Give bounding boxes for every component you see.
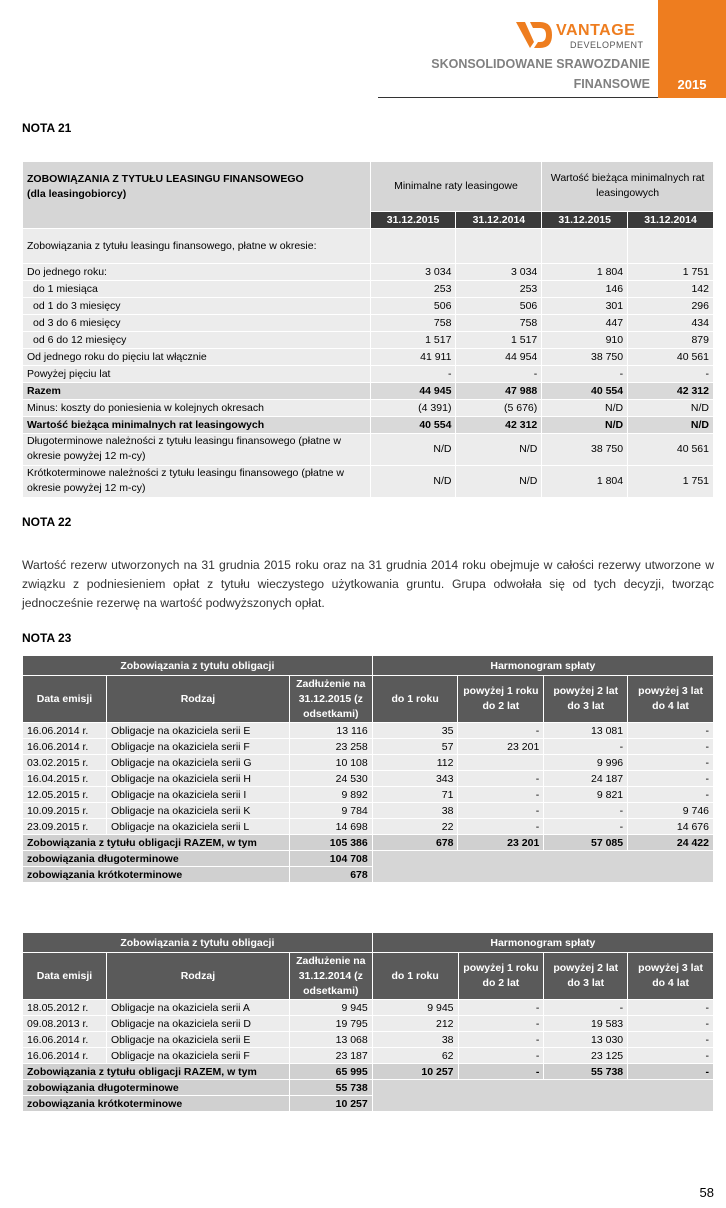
table-row	[23, 739, 714, 755]
total-label: Zobowiązania z tytułu obligacji RAZEM, w tym	[23, 1064, 290, 1080]
table-cell: 9 996	[544, 755, 628, 771]
leasing-group-min: Minimalne raty leasingowe	[370, 162, 542, 212]
table-cell: 13 030	[544, 1032, 628, 1048]
table-cell: 9 945	[372, 1000, 458, 1016]
table-cell: -	[542, 365, 628, 382]
table-cell: 23.09.2015 r.	[23, 819, 107, 835]
col-header: Data emisji	[23, 676, 107, 723]
table-cell: 22	[372, 819, 458, 835]
report-year: 2015	[677, 77, 707, 92]
table-cell: N/D	[456, 465, 542, 497]
table-row	[23, 723, 714, 739]
nota-22-heading: NOTA 22	[22, 515, 72, 529]
table-cell: 24 530	[289, 771, 372, 787]
table-row	[23, 365, 714, 382]
table-row	[23, 1048, 714, 1064]
table-row	[23, 1016, 714, 1032]
table-cell	[456, 228, 542, 263]
table-row	[23, 819, 714, 835]
table-cell: Obligacje na okaziciela serii A	[106, 1000, 289, 1016]
table-cell: 13 081	[544, 723, 628, 739]
table-cell: 3 034	[370, 263, 456, 280]
table-cell: 447	[542, 314, 628, 331]
table-cell: Obligacje na okaziciela serii K	[106, 803, 289, 819]
table-cell: 57 085	[544, 835, 628, 851]
row-label: Minus: koszty do poniesienia w kolejnych okresach	[23, 399, 371, 416]
leasing-date-col: 31.12.2014	[628, 211, 714, 228]
table-cell: 105 386	[289, 835, 372, 851]
bonds-table-2014	[22, 932, 714, 1112]
table-cell: 16.04.2015 r.	[23, 771, 107, 787]
table-cell: -	[544, 803, 628, 819]
table-cell: 44 945	[370, 382, 456, 399]
table-cell: 42 312	[628, 382, 714, 399]
table-cell: -	[544, 819, 628, 835]
logo-brand: VANTAGE	[556, 22, 636, 39]
table-cell: 23 258	[289, 739, 372, 755]
table-row-total	[23, 416, 714, 433]
table-cell: 1 517	[370, 331, 456, 348]
table-cell: 23 201	[458, 835, 544, 851]
table-cell: -	[458, 723, 544, 739]
table-cell: 42 312	[456, 416, 542, 433]
table-row	[23, 1032, 714, 1048]
table-cell: 18.05.2012 r.	[23, 1000, 107, 1016]
table-row	[23, 803, 714, 819]
table-row	[23, 314, 714, 331]
table-cell: 1 804	[542, 465, 628, 497]
table-cell: 47 988	[456, 382, 542, 399]
row-label: Powyżej pięciu lat	[23, 365, 371, 382]
table-cell: Obligacje na okaziciela serii F	[106, 739, 289, 755]
table-cell: Obligacje na okaziciela serii E	[106, 723, 289, 739]
table-row	[23, 1000, 714, 1016]
leasing-date-col: 31.12.2015	[542, 211, 628, 228]
bonds-head-left: Zobowiązania z tytułu obligacji	[23, 933, 373, 953]
empty-area	[372, 1080, 713, 1112]
table-row	[23, 433, 714, 465]
table-cell: Obligacje na okaziciela serii I	[106, 787, 289, 803]
table-cell: Obligacje na okaziciela serii G	[106, 755, 289, 771]
table-cell: (5 676)	[456, 399, 542, 416]
nota-22-paragraph: Wartość rezerw utworzonych na 31 grudnia 2015 roku oraz na 31 grudnia 2014 roku obejmuje w całości rezerwy utworzone w związku z podniesieniem opłat z tytułu wieczystego użytkowania gruntu. Grupa odwołała się od tych decyzji, tworząc jednocześnie rezerwę na wartość podwyższonych opłat.	[22, 558, 714, 610]
table-cell: 301	[542, 297, 628, 314]
table-cell: -	[628, 1048, 714, 1064]
table-cell: N/D	[542, 399, 628, 416]
year-box	[658, 0, 726, 98]
table-cell: 10.09.2015 r.	[23, 803, 107, 819]
table-cell: 40 561	[628, 348, 714, 365]
table-cell: -	[628, 739, 714, 755]
table-cell: 65 995	[289, 1064, 372, 1080]
table-cell: 16.06.2014 r.	[23, 739, 107, 755]
table-cell	[370, 228, 456, 263]
logo-mark-icon	[516, 20, 556, 50]
bonds-head-left: Zobowiązania z tytułu obligacji	[23, 656, 373, 676]
table-cell: 23 187	[289, 1048, 372, 1064]
col-header: Zadłużenie na 31.12.2014 (z odsetkami)	[289, 953, 372, 1000]
table-row-long-term	[23, 851, 714, 867]
col-header: Data emisji	[23, 953, 107, 1000]
leasing-title-spacer	[23, 211, 371, 228]
row-label: Krótkoterminowe należności z tytułu leasingu finansowego (płatne w okresie powyżej 12 m-cy)	[23, 465, 371, 497]
table-cell: N/D	[628, 399, 714, 416]
report-title-line1: SKONSOLIDOWANE SRAWOZDANIE	[431, 57, 650, 71]
table-row	[23, 263, 714, 280]
table-cell: 16.06.2014 r.	[23, 1032, 107, 1048]
table-cell: 758	[456, 314, 542, 331]
table-cell: -	[458, 1064, 544, 1080]
table-cell: -	[628, 787, 714, 803]
table-cell: Obligacje na okaziciela serii F	[106, 1048, 289, 1064]
table-cell: 343	[372, 771, 458, 787]
table-row-total	[23, 835, 714, 851]
table-cell: -	[544, 739, 628, 755]
col-header: powyżej 1 roku do 2 lat	[458, 676, 544, 723]
table-cell: -	[458, 787, 544, 803]
table-cell: -	[628, 1016, 714, 1032]
table-cell: 9 945	[289, 1000, 372, 1016]
col-header: do 1 roku	[372, 953, 458, 1000]
table-cell: 146	[542, 280, 628, 297]
col-header: powyżej 2 lat do 3 lat	[544, 676, 628, 723]
table-cell: 506	[370, 297, 456, 314]
bonds-head-right: Harmonogram spłaty	[372, 933, 713, 953]
table-cell: N/D	[542, 416, 628, 433]
nota-23-heading: NOTA 23	[22, 631, 72, 645]
leasing-date-col: 31.12.2015	[370, 211, 456, 228]
table-cell: 35	[372, 723, 458, 739]
table-cell: 38	[372, 1032, 458, 1048]
table-cell: -	[628, 755, 714, 771]
table-cell: 14 676	[628, 819, 714, 835]
row-label: Długoterminowe należności z tytułu leasingu finansowego (płatne w okresie powyżej 12 m-cy)	[23, 433, 371, 465]
col-header: powyżej 1 roku do 2 lat	[458, 953, 544, 1000]
table-cell: -	[544, 1000, 628, 1016]
table-cell: 10 108	[289, 755, 372, 771]
table-cell: 38 750	[542, 348, 628, 365]
table-cell: 212	[372, 1016, 458, 1032]
table-cell: 13 116	[289, 723, 372, 739]
row-label: Razem	[23, 382, 371, 399]
table-row	[23, 399, 714, 416]
table-cell: 03.02.2015 r.	[23, 755, 107, 771]
table-row	[23, 348, 714, 365]
table-row	[23, 755, 714, 771]
col-header: Rodzaj	[106, 676, 289, 723]
col-header: powyżej 2 lat do 3 lat	[544, 953, 628, 1000]
table-cell: 16.06.2014 r.	[23, 1048, 107, 1064]
table-cell: 104 708	[289, 851, 372, 867]
table-cell: 678	[372, 835, 458, 851]
table-cell: -	[456, 365, 542, 382]
page-number: 58	[699, 1185, 714, 1200]
table-cell: -	[458, 771, 544, 787]
table-cell: 879	[628, 331, 714, 348]
row-label: Do jednego roku:	[23, 263, 371, 280]
table-cell: -	[628, 1032, 714, 1048]
table-cell: 40 554	[370, 416, 456, 433]
table-cell: -	[628, 1000, 714, 1016]
table-cell: 09.08.2013 r.	[23, 1016, 107, 1032]
row-label: Wartość bieżąca minimalnych rat leasingowych	[23, 416, 371, 433]
total-label: Zobowiązania z tytułu obligacji RAZEM, w tym	[23, 835, 290, 851]
table-cell: 9 821	[544, 787, 628, 803]
table-cell: N/D	[370, 465, 456, 497]
table-cell: Obligacje na okaziciela serii E	[106, 1032, 289, 1048]
table-cell: 71	[372, 787, 458, 803]
table-row	[23, 297, 714, 314]
table-cell: 296	[628, 297, 714, 314]
table-cell: 10 257	[289, 1096, 372, 1112]
table-cell: N/D	[628, 416, 714, 433]
table-cell: 57	[372, 739, 458, 755]
table-cell: 24 422	[628, 835, 714, 851]
table-cell: 19 583	[544, 1016, 628, 1032]
table-cell: 13 068	[289, 1032, 372, 1048]
leasing-group-pv: Wartość bieżąca minimalnych rat leasingowych	[542, 162, 714, 212]
table-cell: -	[628, 771, 714, 787]
row-label: od 6 do 12 miesięcy	[23, 331, 371, 348]
table-cell: -	[458, 1000, 544, 1016]
leasing-table-title	[23, 162, 371, 212]
table-cell: 9 746	[628, 803, 714, 819]
table-cell: (4 391)	[370, 399, 456, 416]
table-row	[23, 465, 714, 497]
table-cell: 142	[628, 280, 714, 297]
table-cell: 16.06.2014 r.	[23, 723, 107, 739]
table-cell: 758	[370, 314, 456, 331]
header-divider	[378, 97, 658, 98]
col-header: do 1 roku	[372, 676, 458, 723]
row-label: od 3 do 6 miesięcy	[23, 314, 371, 331]
leasing-title-line1: ZOBOWIĄZANIA Z TYTUŁU LEASINGU FINANSOWEGO	[27, 172, 304, 185]
table-cell: 55 738	[544, 1064, 628, 1080]
table-cell: -	[458, 819, 544, 835]
table-cell: 38	[372, 803, 458, 819]
table-cell: 40 554	[542, 382, 628, 399]
table-row	[23, 787, 714, 803]
table-cell	[542, 228, 628, 263]
table-cell: 1 751	[628, 465, 714, 497]
table-cell: -	[628, 723, 714, 739]
table-cell: 14 698	[289, 819, 372, 835]
table-cell: 253	[370, 280, 456, 297]
table-cell: -	[458, 1048, 544, 1064]
empty-area	[372, 851, 713, 883]
table-cell: 55 738	[289, 1080, 372, 1096]
table-cell: Obligacje na okaziciela serii L	[106, 819, 289, 835]
col-header: powyżej 3 lat do 4 lat	[628, 953, 714, 1000]
table-cell: 506	[456, 297, 542, 314]
bonds-table-2015	[22, 655, 714, 883]
table-cell: 41 911	[370, 348, 456, 365]
table-cell: 434	[628, 314, 714, 331]
table-cell: -	[370, 365, 456, 382]
leasing-intro: Zobowiązania z tytułu leasingu finansowego, płatne w okresie:	[23, 228, 371, 263]
table-cell: -	[628, 365, 714, 382]
nota-21-heading: NOTA 21	[22, 121, 72, 135]
long-term-label: zobowiązania długoterminowe	[23, 851, 290, 867]
table-cell: N/D	[370, 433, 456, 465]
row-label: Od jednego roku do pięciu lat włącznie	[23, 348, 371, 365]
table-cell: 9 892	[289, 787, 372, 803]
report-title-line2: FINANSOWE	[573, 77, 650, 91]
company-logo	[516, 20, 646, 54]
table-cell: 12.05.2015 r.	[23, 787, 107, 803]
table-cell: 253	[456, 280, 542, 297]
table-row-long-term	[23, 1080, 714, 1096]
table-row	[23, 280, 714, 297]
table-cell: 1 517	[456, 331, 542, 348]
table-cell: 9 784	[289, 803, 372, 819]
table-cell: 10 257	[372, 1064, 458, 1080]
table-cell: -	[458, 1016, 544, 1032]
table-row	[23, 771, 714, 787]
table-cell: 23 201	[458, 739, 544, 755]
col-header: powyżej 3 lat do 4 lat	[628, 676, 714, 723]
table-cell	[458, 755, 544, 771]
table-cell: 23 125	[544, 1048, 628, 1064]
table-cell: -	[458, 803, 544, 819]
table-cell: 1 804	[542, 263, 628, 280]
table-row-total	[23, 382, 714, 399]
table-cell: Obligacje na okaziciela serii H	[106, 771, 289, 787]
leasing-title-line2: (dla leasingobiorcy)	[27, 187, 127, 200]
col-header: Rodzaj	[106, 953, 289, 1000]
col-header: Zadłużenie na 31.12.2015 (z odsetkami)	[289, 676, 372, 723]
table-cell: N/D	[456, 433, 542, 465]
table-cell: 40 561	[628, 433, 714, 465]
table-cell: Obligacje na okaziciela serii D	[106, 1016, 289, 1032]
short-term-label: zobowiązania krótkoterminowe	[23, 1096, 290, 1112]
table-cell: 3 034	[456, 263, 542, 280]
table-cell	[628, 228, 714, 263]
table-cell: 112	[372, 755, 458, 771]
table-cell: 62	[372, 1048, 458, 1064]
leasing-table	[22, 161, 714, 498]
short-term-label: zobowiązania krótkoterminowe	[23, 867, 290, 883]
table-cell: -	[458, 1032, 544, 1048]
logo-sub: DEVELOPMENT	[570, 40, 644, 50]
table-cell: 910	[542, 331, 628, 348]
table-row	[23, 331, 714, 348]
table-cell: 38 750	[542, 433, 628, 465]
table-cell: 1 751	[628, 263, 714, 280]
bonds-head-right: Harmonogram spłaty	[372, 656, 713, 676]
leasing-date-col: 31.12.2014	[456, 211, 542, 228]
long-term-label: zobowiązania długoterminowe	[23, 1080, 290, 1096]
table-cell: 24 187	[544, 771, 628, 787]
table-cell: 19 795	[289, 1016, 372, 1032]
table-cell: 678	[289, 867, 372, 883]
table-cell: -	[628, 1064, 714, 1080]
table-cell: 44 954	[456, 348, 542, 365]
row-label: od 1 do 3 miesięcy	[23, 297, 371, 314]
table-row-total	[23, 1064, 714, 1080]
row-label: do 1 miesiąca	[23, 280, 371, 297]
